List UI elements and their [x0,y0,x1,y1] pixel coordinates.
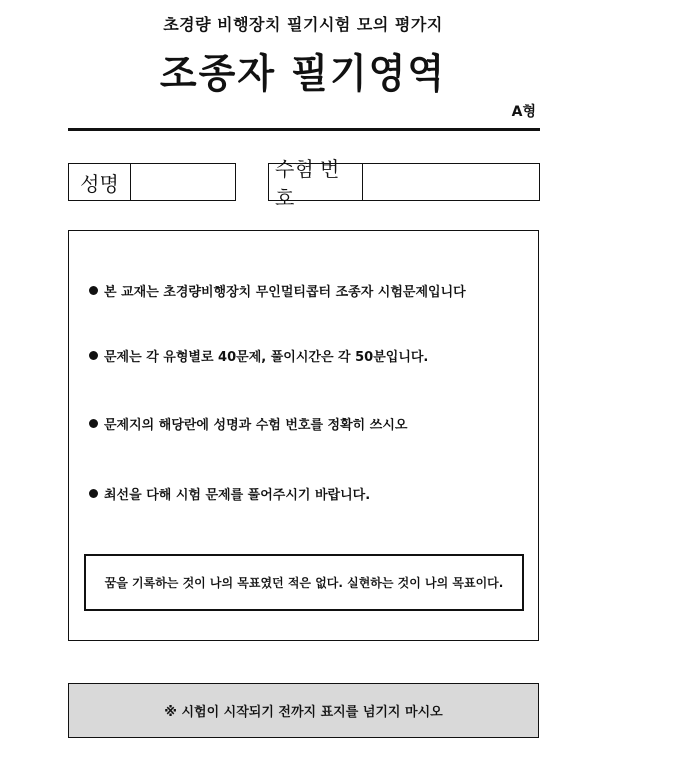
notice-text: 문제는 각 유형별로 40문제, 풀이시간은 각 50분입니다. [104,350,429,365]
notice-item [89,484,370,503]
title-divider [68,128,540,131]
name-field-label: 성명 [69,164,131,200]
exam-subtitle: 초경량 비행장치 필기시험 모의 평가지 [163,15,443,34]
notice-text: 본 교재는 초경량비행장치 무인멀티콥터 조종자 시험문제입니다 [104,285,466,300]
notice-item [89,414,407,433]
bullet-icon [89,419,98,428]
name-field [68,163,236,201]
exam-number-field [268,157,540,210]
exam-number-field-label: 수험 번호 [269,164,363,200]
name-field-input[interactable] [131,164,235,200]
warning-bar: ※ 시험이 시작되기 전까지 표지를 넘기지 마시오 [68,683,539,738]
exam-number-field-input[interactable] [363,164,539,200]
bullet-icon [89,286,98,295]
notice-text: 최선을 다해 시험 문제를 풀어주시기 바랍니다. [104,488,371,503]
motto-box: 꿈을 기록하는 것이 나의 목표였던 적은 없다. 실현하는 것이 나의 목표이다. [84,554,524,611]
notice-text: 문제지의 해당란에 성명과 수험 번호를 정확히 쓰시오 [104,418,408,433]
exam-title: 조종자 필기영역 [159,50,447,97]
notice-panel [68,230,539,641]
notice-item [89,346,428,365]
notice-item [89,281,466,300]
bullet-icon [89,489,98,498]
bullet-icon [89,351,98,360]
exam-type-label: A형 [511,104,536,120]
